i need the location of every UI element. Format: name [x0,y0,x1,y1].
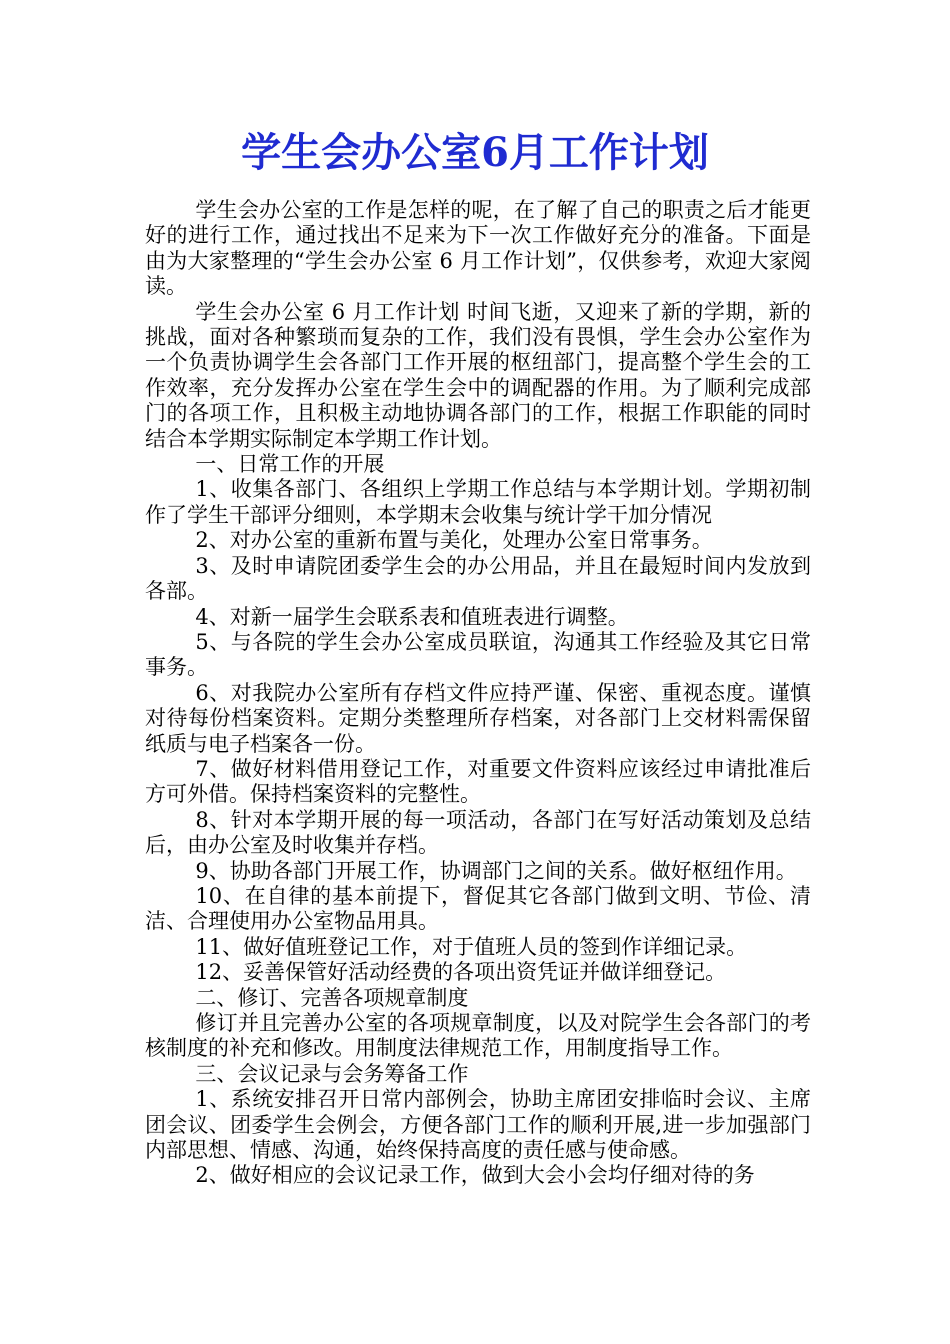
document-body [145,198,811,1189]
paragraph-plan-overview: 学生会办公室 6 月工作计划 时间飞逝，又迎来了新的学期，新的挑战，面对各种繁琐而复杂的工作，我们没有畏惧，学生会办公室作为一个负责协调学生会各部门工作开展的枢纽部门，提高整个学生会的工作效率，充分发挥办公室在学生会中的调配器的作用。为了顺利完成部门的各项工作，且积极主动地协调各部门的工作，根据工作职能的同时结合本学期实际制定本学期工作计划。 [145,299,811,451]
list-item-1: 1、收集各部门、各组织上学期工作总结与本学期计划。学期初制作了学生干部评分细则，本学期末会收集与统计学干加分情况 [145,477,811,527]
list-item-10: 10、在自律的基本前提下，督促其它各部门做到文明、节俭、清洁、合理使用办公室物品用具。 [145,883,811,934]
section-heading-meetings: 三、会议记录与会务筹备工作 [195,1061,469,1086]
list-item-8: 8、针对本学期开展的每一项活动，各部门在写好活动策划及总结后，由办公室及时收集并存档。 [145,807,811,858]
list-item-12: 12、妥善保管好活动经费的各项出资凭证并做详细登记。 [195,960,727,985]
document-title: 学生会办公室6月工作计划 [241,129,709,176]
list-item-6: 6、对我院办公室所有存档文件应持严谨、保密、重视态度。谨慎对待每份档案资料。定期分类整理所存档案，对各部门上交材料需保留纸质与电子档案各一份。 [145,680,811,756]
list-item-5: 5、与各院的学生会办公室成员联谊，沟通其工作经验及其它日常事务。 [145,629,811,680]
list-item-9: 9、协助各部门开展工作，协调部门之间的关系。做好枢纽作用。 [195,858,797,883]
meeting-item-1: 1、系统安排召开日常内部例会，协助主席团安排临时会议、主席团会议、团委学生会例会，方便各部门工作的顺利开展,进一步加强部门内部思想、情感、沟通，始终保持高度的责任感与使命感。 [145,1087,811,1163]
list-item-3: 3、及时申请院团委学生会的办公用品，并且在最短时间内发放到各部。 [145,553,811,604]
section-heading-regulations: 二、修订、完善各项规章制度 [195,985,469,1010]
meeting-item-2: 2、做好相应的会议记录工作，做到大会小会均仔细对待的务 [195,1163,755,1188]
list-item-11: 11、做好值班登记工作，对于值班人员的签到作详细记录。 [195,934,748,959]
list-item-2: 2、对办公室的重新布置与美化，处理办公室日常事务。 [195,528,713,553]
paragraph-regulations: 修订并且完善办公室的各项规章制度，以及对院学生会各部门的考核制度的补充和修改。用制度法律规范工作，用制度指导工作。 [145,1011,811,1061]
paragraph-intro: 学生会办公室的工作是怎样的呢，在了解了自己的职责之后才能更好的进行工作，通过找出不足来为下一次工作做好充分的准备。下面是由为大家整理的“学生会办公室 6 月工作计划”，仅供参考，欢迎大家阅读。 [145,198,811,299]
list-item-7: 7、做好材料借用登记工作，对重要文件资料应该经过申请批准后方可外借。保持档案资料的完整性。 [145,756,811,807]
section-heading-daily-work: 一、日常工作的开展 [195,452,385,477]
list-item-4: 4、对新一届学生会联系表和值班表进行调整。 [195,604,629,629]
